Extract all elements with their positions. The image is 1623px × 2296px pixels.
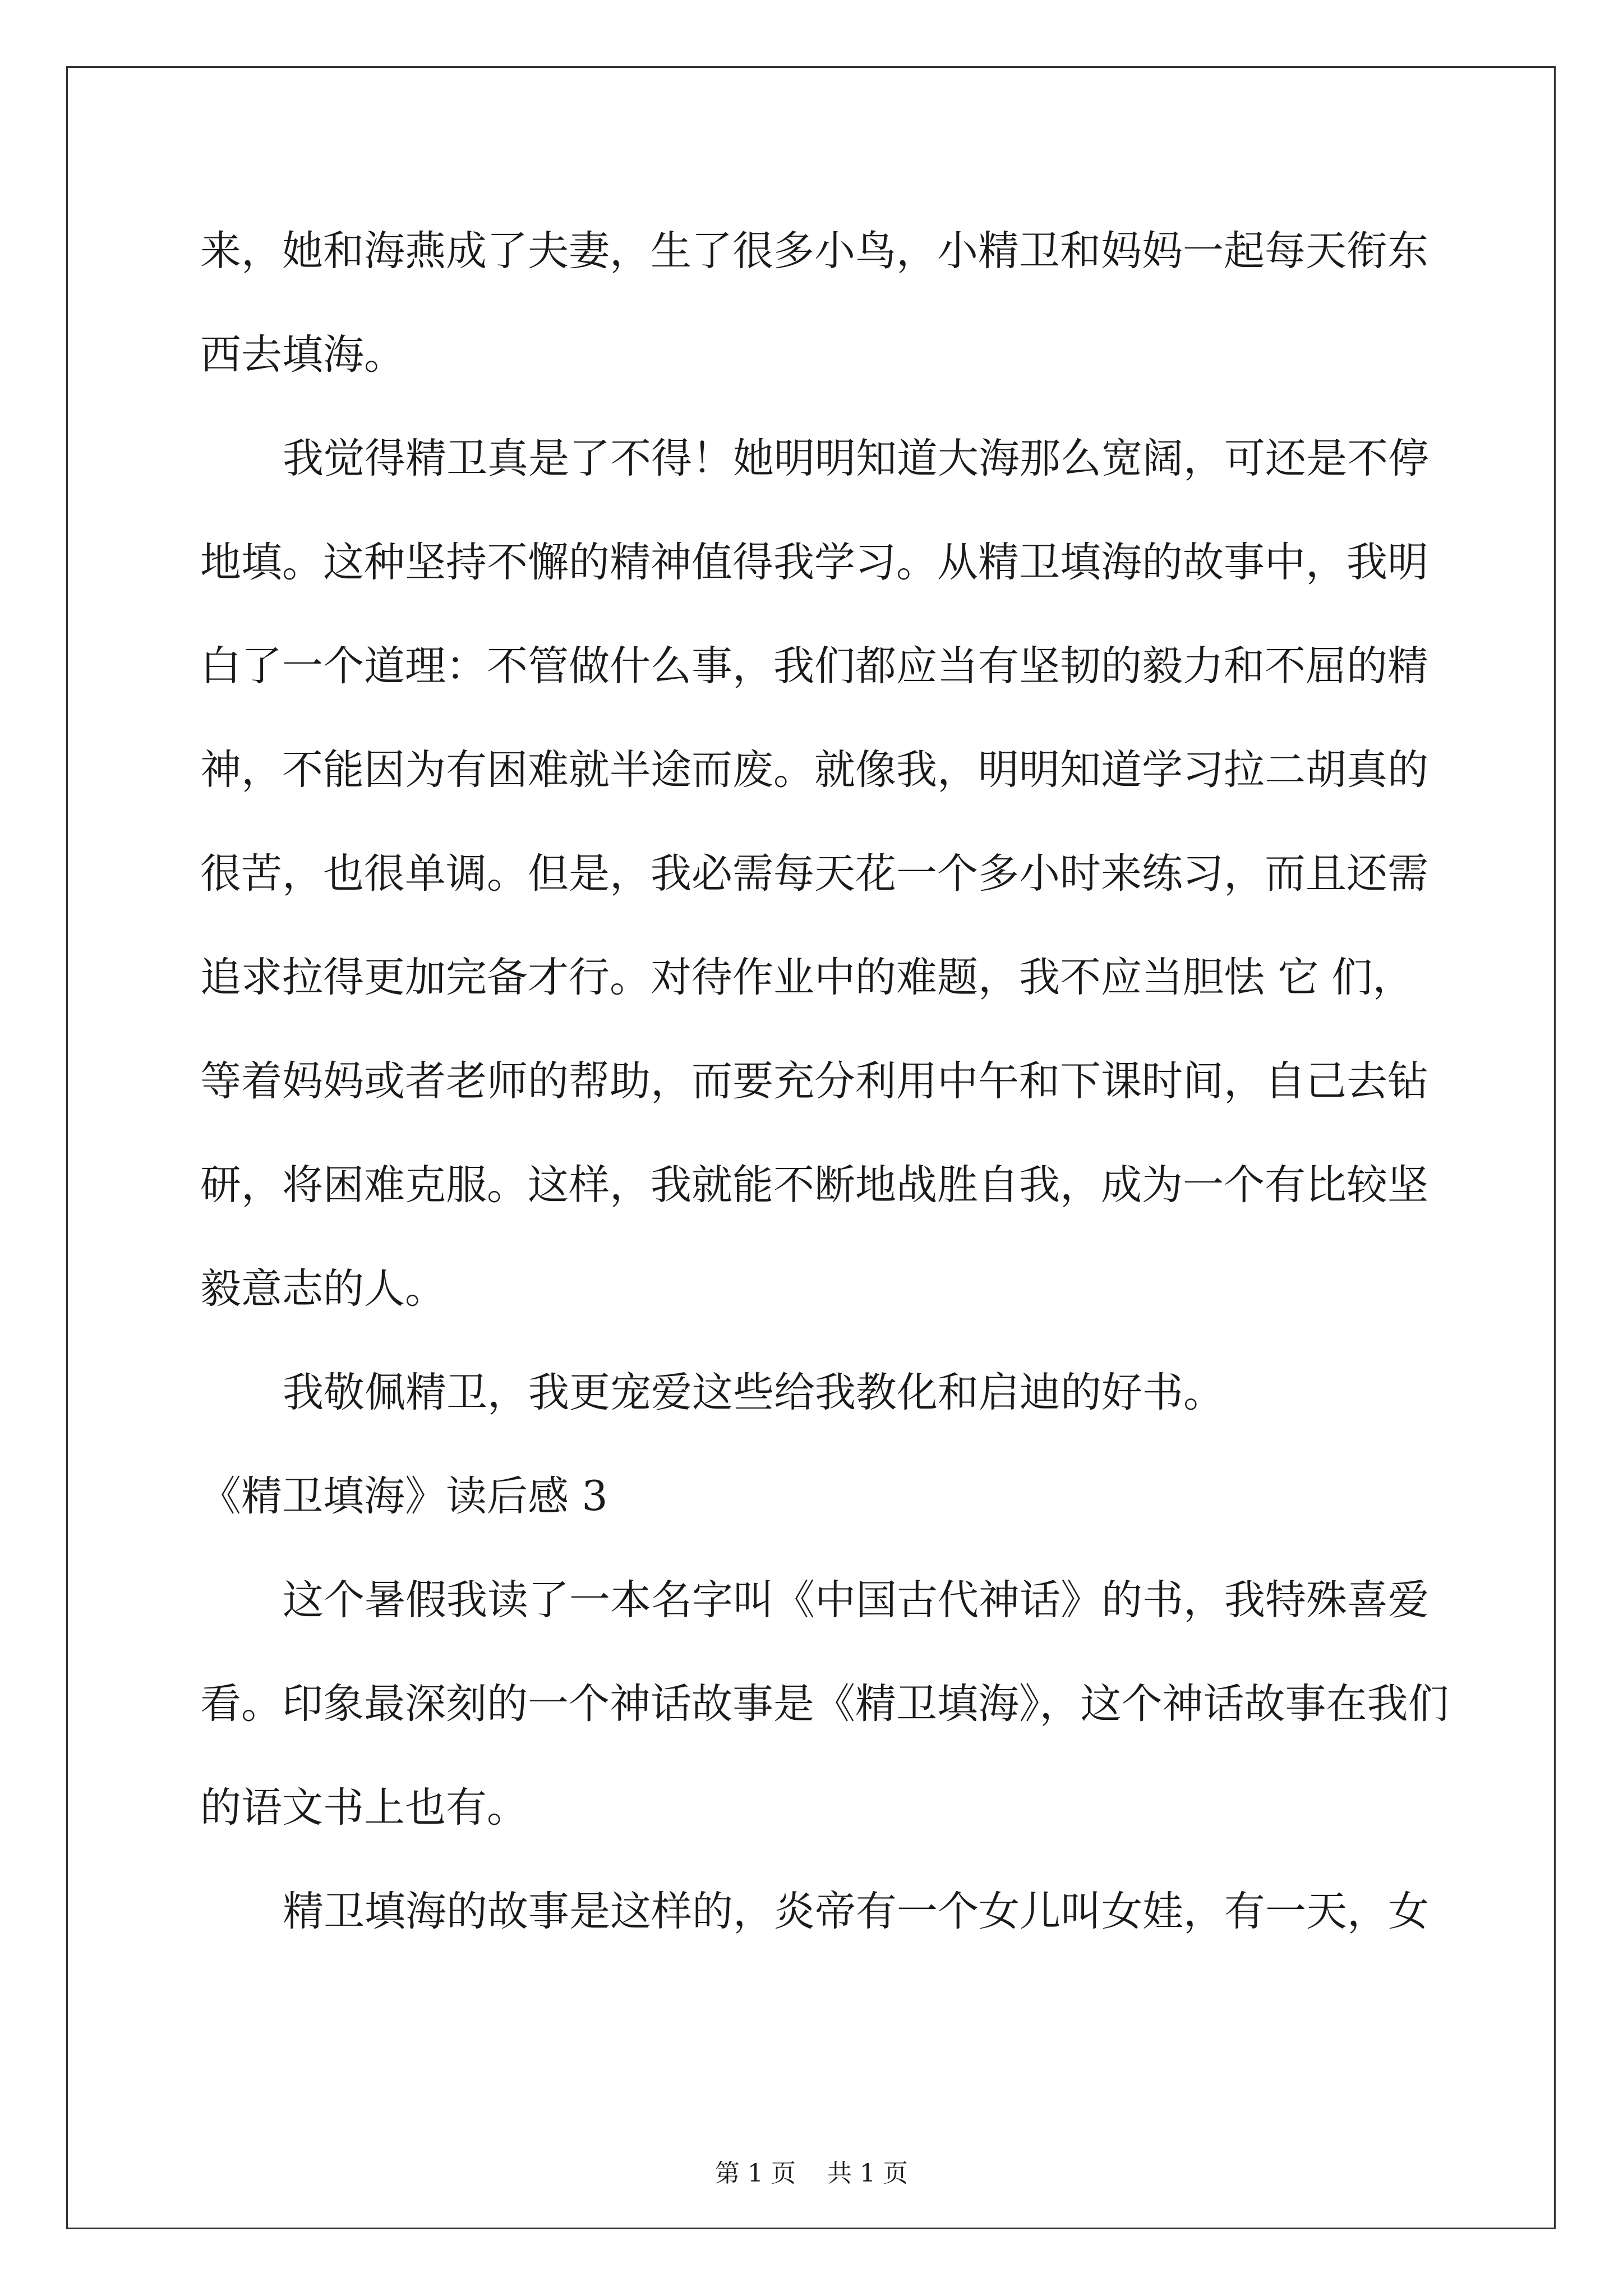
document-body: [200, 218, 1449, 1982]
page-footer: 第 1 页 共 1 页: [715, 2159, 908, 2188]
text-line: 白了一个道理：不管做什么事，我们都应当有坚韧的毅力和不屈的精: [200, 642, 1428, 690]
text-line: 等着妈妈或者老师的帮助，而要充分利用中午和下课时间，自己去钻: [200, 1057, 1428, 1105]
text-line: 很苦，也很单调。但是，我必需每天花一个多小时来练习，而且还需: [200, 850, 1428, 898]
text-line: 神，不能因为有困难就半途而废。就像我，明明知道学习拉二胡真的: [200, 746, 1428, 794]
text-line: 这个暑假我读了一本名字叫《中国古代神话》的书，我特殊喜爱: [283, 1576, 1429, 1624]
text-line: 来，她和海燕成了夫妻，生了很多小鸟，小精卫和妈妈一起每天衔东: [200, 227, 1428, 275]
text-line: 的语文书上也有。: [200, 1784, 528, 1832]
text-line: 追求拉得更加完备才行。对待作业中的难题，我不应当胆怯 它 们，: [200, 954, 1414, 1001]
text-line: 精卫填海的故事是这样的，炎帝有一个女儿叫女娃，有一天，女: [283, 1888, 1429, 1935]
text-line: 毅意志的人。: [200, 1265, 446, 1313]
text-line: 研，将困难克服。这样，我就能不断地战胜自我，成为一个有比较坚: [200, 1161, 1428, 1209]
text-line: 地填。这种坚持不懈的精神值得我学习。从精卫填海的故事中，我明: [200, 539, 1428, 586]
section-heading: 《精卫填海》读后感 3: [200, 1473, 608, 1520]
text-line: 西去填海。: [200, 331, 405, 379]
text-line: 我觉得精卫真是了不得！她明明知道大海那么宽阔，可还是不停: [283, 435, 1429, 482]
text-line: 看。印象最深刻的一个神话故事是《精卫填海》，这个神话故事在我们: [200, 1680, 1449, 1728]
text-line: 我敬佩精卫，我更宠爱这些给我教化和启迪的好书。: [283, 1369, 1224, 1416]
